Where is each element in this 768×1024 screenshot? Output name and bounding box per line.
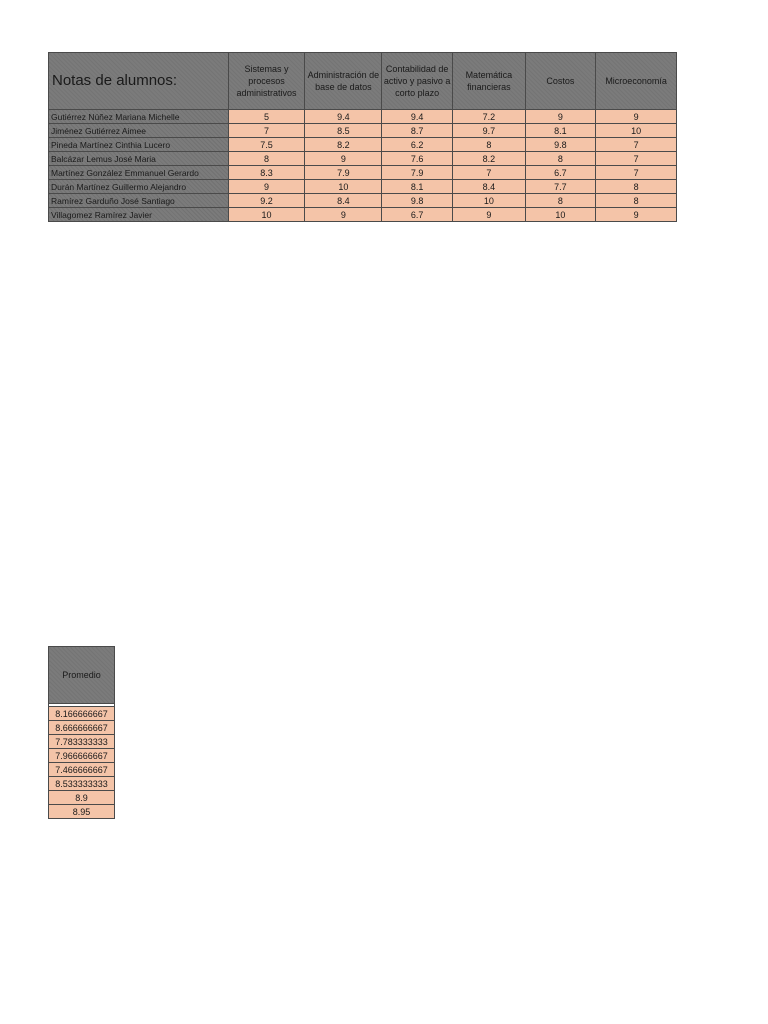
grade-cell[interactable]: 9.8: [382, 194, 453, 208]
grade-cell[interactable]: 9.4: [305, 110, 382, 124]
grade-cell[interactable]: 9: [596, 208, 677, 222]
table-row: [49, 791, 115, 805]
grade-cell[interactable]: 7: [596, 166, 677, 180]
student-name-cell[interactable]: Pineda Martínez Cinthia Lucero: [49, 138, 229, 152]
table-row: [49, 735, 115, 749]
table-row: [49, 180, 677, 194]
grade-cell[interactable]: 6.7: [525, 166, 596, 180]
column-header: Sistemas y procesos administrativos: [228, 53, 305, 110]
column-header: Matemática financieras: [452, 53, 525, 110]
grades-header-row: [49, 53, 677, 110]
grade-cell[interactable]: 8.4: [305, 194, 382, 208]
grade-cell[interactable]: 9.7: [452, 124, 525, 138]
average-cell[interactable]: 8.9: [49, 791, 115, 805]
column-header: Contabilidad de activo y pasivo a corto plazo: [382, 53, 453, 110]
grade-cell[interactable]: 9.2: [228, 194, 305, 208]
grade-cell[interactable]: 6.7: [382, 208, 453, 222]
student-name-cell[interactable]: Jiménez Gutiérrez Aimee: [49, 124, 229, 138]
grade-cell[interactable]: 7.9: [382, 166, 453, 180]
grade-cell[interactable]: 5: [228, 110, 305, 124]
average-cell[interactable]: 7.966666667: [49, 749, 115, 763]
table-row: [49, 166, 677, 180]
grade-cell[interactable]: 8.7: [382, 124, 453, 138]
grade-cell[interactable]: 8: [525, 152, 596, 166]
average-header: Promedio: [49, 647, 115, 704]
grade-cell[interactable]: 9: [525, 110, 596, 124]
table-row: [49, 777, 115, 791]
grade-cell[interactable]: 10: [228, 208, 305, 222]
grade-cell[interactable]: 9: [305, 208, 382, 222]
table-row: [49, 721, 115, 735]
table-row: [49, 208, 677, 222]
table-title: Notas de alumnos:: [49, 53, 229, 110]
average-cell[interactable]: 8.533333333: [49, 777, 115, 791]
student-name-cell[interactable]: Ramírez Garduño José Santiago: [49, 194, 229, 208]
grades-table: [48, 52, 677, 222]
table-row: [49, 152, 677, 166]
table-row: [49, 707, 115, 721]
average-cell[interactable]: 8.666666667: [49, 721, 115, 735]
grade-cell[interactable]: 7: [228, 124, 305, 138]
grade-cell[interactable]: 7.7: [525, 180, 596, 194]
grade-cell[interactable]: 7.5: [228, 138, 305, 152]
column-header: Administración de base de datos: [305, 53, 382, 110]
grade-cell[interactable]: 8.1: [382, 180, 453, 194]
student-name-cell[interactable]: Durán Martínez Guillermo Alejandro: [49, 180, 229, 194]
grade-cell[interactable]: 8.2: [305, 138, 382, 152]
average-cell[interactable]: 7.783333333: [49, 735, 115, 749]
column-header: Microeconomía: [596, 53, 677, 110]
grade-cell[interactable]: 9: [596, 110, 677, 124]
grade-cell[interactable]: 9: [452, 208, 525, 222]
student-name-cell[interactable]: Gutiérrez Núñez Mariana Michelle: [49, 110, 229, 124]
grade-cell[interactable]: 10: [596, 124, 677, 138]
table-row: [49, 124, 677, 138]
table-row: [49, 749, 115, 763]
grade-cell[interactable]: 6.2: [382, 138, 453, 152]
average-table: [48, 646, 115, 819]
grade-cell[interactable]: 9.8: [525, 138, 596, 152]
grade-cell[interactable]: 8: [525, 194, 596, 208]
grade-cell[interactable]: 9: [228, 180, 305, 194]
grade-cell[interactable]: 8.3: [228, 166, 305, 180]
grade-cell[interactable]: 7: [452, 166, 525, 180]
grade-cell[interactable]: 8: [596, 180, 677, 194]
grade-cell[interactable]: 8.5: [305, 124, 382, 138]
grade-cell[interactable]: 8: [596, 194, 677, 208]
grade-cell[interactable]: 8: [228, 152, 305, 166]
table-row: [49, 805, 115, 819]
table-row: [49, 194, 677, 208]
average-header-row: [49, 647, 115, 704]
grade-cell[interactable]: 9.4: [382, 110, 453, 124]
student-name-cell[interactable]: Balcázar Lemus José Maria: [49, 152, 229, 166]
grade-cell[interactable]: 8.1: [525, 124, 596, 138]
grade-cell[interactable]: 9: [305, 152, 382, 166]
grade-cell[interactable]: 7: [596, 138, 677, 152]
grade-cell[interactable]: 7.2: [452, 110, 525, 124]
average-cell[interactable]: 7.466666667: [49, 763, 115, 777]
average-cell[interactable]: 8.166666667: [49, 707, 115, 721]
grade-cell[interactable]: 7.9: [305, 166, 382, 180]
student-name-cell[interactable]: Martínez González Emmanuel Gerardo: [49, 166, 229, 180]
table-row: [49, 138, 677, 152]
grade-cell[interactable]: 8.2: [452, 152, 525, 166]
grade-cell[interactable]: 10: [305, 180, 382, 194]
table-row: [49, 763, 115, 777]
grade-cell[interactable]: 8.4: [452, 180, 525, 194]
table-row: [49, 110, 677, 124]
grade-cell[interactable]: 7.6: [382, 152, 453, 166]
grade-cell[interactable]: 10: [525, 208, 596, 222]
average-cell[interactable]: 8.95: [49, 805, 115, 819]
grade-cell[interactable]: 10: [452, 194, 525, 208]
column-header: Costos: [525, 53, 596, 110]
student-name-cell[interactable]: Villagomez Ramírez Javier: [49, 208, 229, 222]
grade-cell[interactable]: 7: [596, 152, 677, 166]
grade-cell[interactable]: 8: [452, 138, 525, 152]
